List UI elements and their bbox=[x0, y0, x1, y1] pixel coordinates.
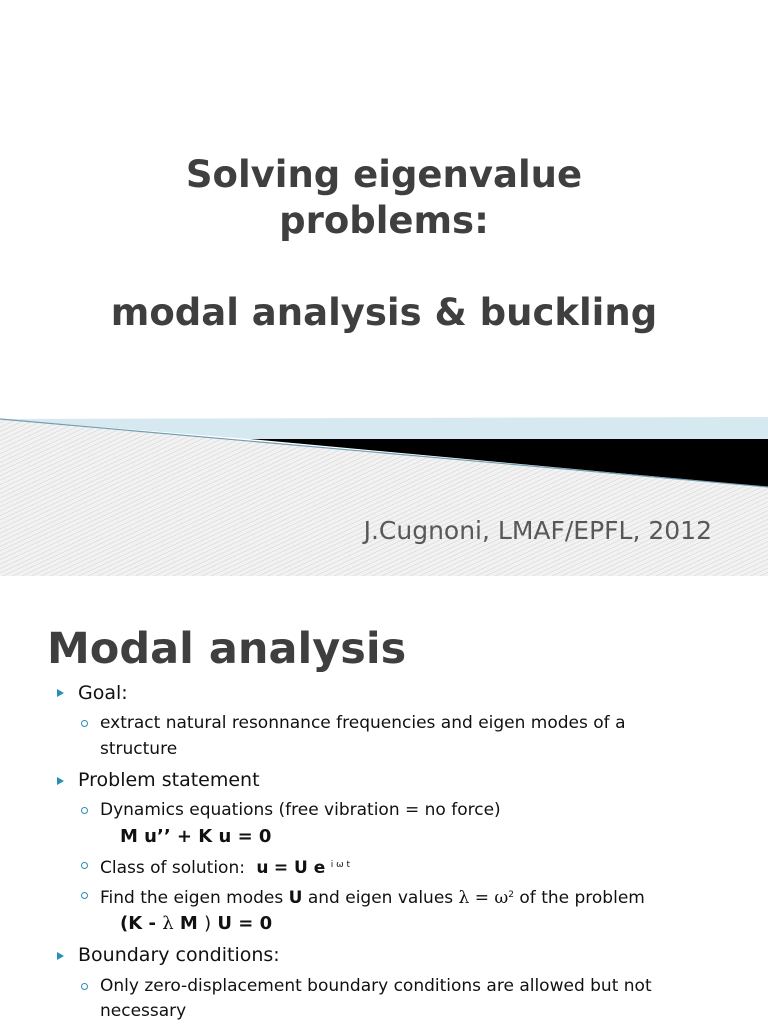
eigen-text-b: and eigen values bbox=[307, 888, 454, 908]
eig-lambda: λ bbox=[162, 913, 174, 934]
circle-bullet-icon bbox=[81, 807, 88, 814]
boundary-item-line-2: necessary bbox=[100, 1001, 187, 1021]
slide-title bbox=[60, 152, 708, 336]
boundary-conditions-label: Boundary conditions: bbox=[78, 944, 280, 966]
eig-rest: U = 0 bbox=[217, 913, 273, 934]
eigenvalue-equation bbox=[120, 913, 272, 934]
circle-bullet-icon bbox=[81, 862, 88, 869]
triangle-bullet-icon bbox=[57, 952, 64, 960]
decorative-band bbox=[0, 405, 768, 576]
solution-exponent: i ω t bbox=[330, 860, 351, 870]
omega-symbol: ω bbox=[494, 888, 509, 908]
goal-item-line-2: structure bbox=[100, 739, 178, 759]
triangle-bullet-icon bbox=[57, 689, 64, 697]
circle-bullet-icon bbox=[81, 720, 88, 727]
dynamics-equation: M u’’ + K u = 0 bbox=[120, 826, 272, 847]
solution-equation: = U e bbox=[273, 858, 326, 878]
class-of-solution-line bbox=[100, 853, 350, 881]
modal-analysis-heading: Modal analysis bbox=[47, 624, 407, 674]
solution-u: u bbox=[256, 858, 269, 878]
slide-title-line-3 bbox=[60, 244, 708, 290]
goal-label: Goal: bbox=[78, 682, 128, 704]
eigen-text-a: Find the eigen modes bbox=[100, 888, 284, 908]
eig-M: M bbox=[179, 913, 198, 934]
slide-title-line-2: problems: bbox=[279, 199, 489, 242]
eigen-modes-line bbox=[100, 883, 645, 911]
boundary-item-line-1: Only zero-displacement boundary conditions are allowed but not bbox=[100, 976, 652, 996]
circle-bullet-icon bbox=[81, 983, 88, 990]
eigen-equals: = bbox=[474, 888, 489, 908]
class-of-solution-label: Class of solution: bbox=[100, 858, 245, 878]
lambda-symbol: λ bbox=[458, 888, 470, 908]
circle-bullet-icon bbox=[81, 892, 88, 899]
eig-paren: ) bbox=[204, 913, 212, 934]
omega-power: 2 bbox=[508, 890, 514, 900]
eigen-text-c: of the problem bbox=[519, 888, 645, 908]
goal-item-line-1: extract natural resonnance frequencies and eigen modes of a bbox=[100, 713, 626, 733]
slide-title-line-1: Solving eigenvalue bbox=[185, 153, 583, 196]
dynamics-equations-text: Dynamics equations (free vibration = no force) bbox=[100, 800, 501, 820]
eig-open: (K - bbox=[120, 913, 156, 934]
slide-subtitle: J.Cugnoni, LMAF/EPFL, 2012 bbox=[363, 516, 712, 545]
problem-statement-label: Problem statement bbox=[78, 769, 260, 791]
slide-title-line-4: modal analysis & buckling bbox=[110, 291, 658, 334]
triangle-bullet-icon bbox=[57, 777, 64, 785]
eigen-U: U bbox=[288, 888, 303, 908]
